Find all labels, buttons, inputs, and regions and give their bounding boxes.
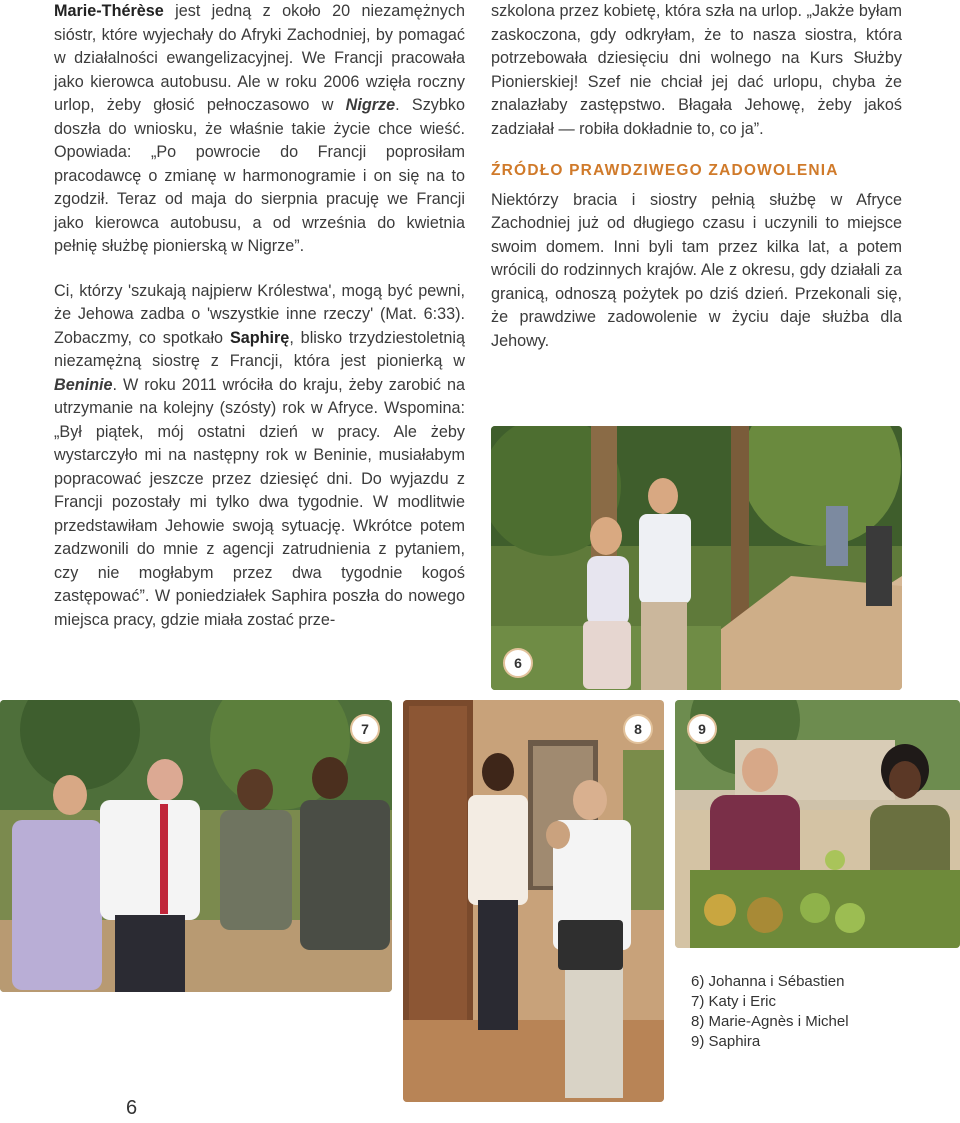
photo-7 <box>0 700 392 992</box>
caption-item: 8) Marie-Agnès i Michel <box>691 1013 849 1030</box>
photo-6 <box>491 426 902 690</box>
caption-item: 9) Saphira <box>691 1033 761 1050</box>
photo-doorway-conversation-icon <box>403 700 664 1102</box>
paragraph-contentment: Niektórzy bracia i siostry pełnią służbę w Afryce Zachodniej już od długiego czasu i uczynili to miejsce swoim domem. Inni byli tam przez kilka lat, a potem wrócili do rodzinnych krajów. Ale z okresu, gdy działali za granicą, odnoszą pożytek po dziś dzień. Przekonali się, że prawdziwe zadowolenie w życiu daje służba dla Jehowy. <box>491 190 902 350</box>
place-benin: Beninie <box>54 375 113 394</box>
name-saphira: Saphirę <box>229 328 290 347</box>
photo-couple-on-road-icon <box>491 426 902 690</box>
photo-number-badge: 9 <box>687 714 717 744</box>
photo-market-fruit-icon <box>675 700 960 948</box>
photo-number-badge: 7 <box>350 714 380 744</box>
caption-item: 7) Katy i Eric <box>691 993 777 1010</box>
photo-captions <box>691 972 849 1052</box>
caption-item: 6) Johanna i Sébastien <box>691 973 845 990</box>
photo-9 <box>675 700 960 948</box>
paragraph-saphira: Ci, którzy 'szukają najpierw Królestwa', mogą być pewni, że Jehowa zadba o 'wszystkie inne rzeczy' (Mat. 6:33). Zobaczmy, co spotkało Saphirę, blisko trzydziestoletnią niezamężną siostrę z Francji, która jest pionierką w Beninie. W roku 2011 wróciła do kraju, żeby zarobić na utrzymanie na kolejny (szósty) rok w Afryce. Wspomina: „Był piątek, mój ostatni dzień w pracy. Ale żeby wystarczyło mi na następny rok w Beninie, musiałabym popracować jeszcze przez dziesięć dni. Do wyjazdu z Francji pozostały mi tylko dwa tygodnie. W modlitwie przedstawiłam Jehowie swoją sytuację. Wkrótce potem zadzwonili do mnie z agencji zatrudnienia z pytaniem, czy nie mogłabym przez dwa tygodnie kogoś zastępować”. W poniedziałek Saphira poszła do nowego miejsca pracy, gdzie miała zostać prze- <box>54 281 465 629</box>
photo-group-of-four-icon <box>0 700 392 992</box>
paragraph-marie-therese: Marie-Thérèse jest jedną z około 20 niezamężnych sióstr, które wyjechały do Afryki Zachodniej, by pomagać w działalności ewangelizacyjnej. We Francji pracowała jako kierowca autobusu. Ale w roku 2006 wzięła roczny urlop, żeby głosić pełnoczasowo w Nigrze. Szybko doszła do wniosku, że właśnie takie życie chce wieść. Opowiada: „Po powrocie do Francji poprosiłam pracodawcę o zmianę w harmonogramie i on się na to zgodził. Teraz od maja do sierpnia pracuję we Francji jako kierowca autobusu, a od września do kwietnia pełnię służbę pionierską w Nigrze”. <box>54 2 465 255</box>
place-niger: Nigrze <box>345 96 396 114</box>
left-text-column <box>54 0 465 632</box>
right-text-column <box>491 0 902 353</box>
paragraph-continuation: szkolona przez kobietę, która szła na urlop. „Jakże byłam zaskoczona, gdy odkryłam, że to nasza siostra, która potrzebowała dziesięciu dni wolnego na Kurs Służby Pionierskiej! Szef nie chciał jej dać urlopu, chyba że znalazłaby zastępstwo. Błagała Jehowę, żeby jakoś zadziałał — robiła dokładnie to, co ja”. <box>491 2 902 138</box>
photo-8 <box>403 700 664 1102</box>
section-heading: ŹRÓDŁO PRAWDZIWEGO ZADOWOLENIA <box>491 162 839 179</box>
name-marie-therese: Marie-Thérèse <box>54 2 164 20</box>
photo-number-badge: 8 <box>623 714 653 744</box>
photo-number-badge: 6 <box>503 648 533 678</box>
page-number: 6 <box>126 1097 138 1119</box>
